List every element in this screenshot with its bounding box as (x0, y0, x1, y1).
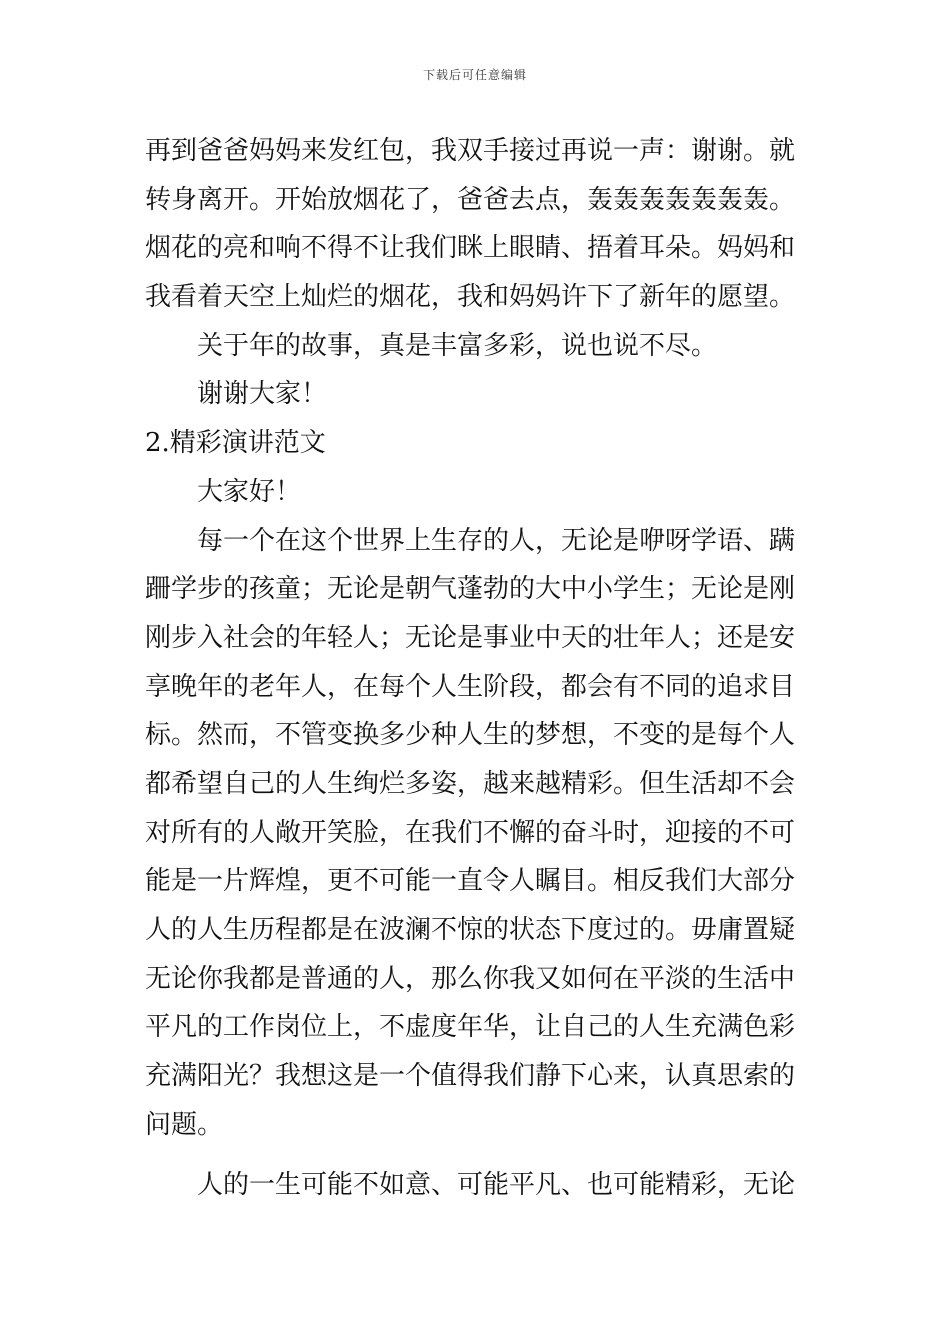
text-line: 烟花的亮和响不得不让我们眯上眼睛、捂着耳朵。妈妈和 (145, 233, 796, 264)
text-line: 无论你我都是普通的人，那么你我又如何在平淡的生活中 (145, 963, 796, 994)
text-line: 转身离开。开始放烟花了，爸爸去点，轰轰轰轰轰轰轰。 (145, 184, 796, 215)
text-line: 都希望自己的人生绚烂多姿，越来越精彩。但生活却不会 (145, 768, 796, 799)
text-line: 2.精彩演讲范文 (145, 428, 326, 459)
text-line: 平凡的工作岗位上，不虚度年华，让自己的人生充满色彩 (145, 1012, 796, 1043)
text-line: 再到爸爸妈妈来发红包，我双手接过再说一声：谢谢。就 (145, 136, 796, 166)
text-line: 谢谢大家！ (197, 379, 328, 410)
text-line: 人的人生历程都是在波澜不惊的状态下度过的。毋庸置疑 (145, 915, 796, 945)
text-line: 关于年的故事，真是丰富多彩，说也说不尽。 (197, 330, 718, 361)
page-header: 下载后可任意编辑 (422, 68, 527, 82)
text-line: 标。然而，不管变换多少种人生的梦想，不变的是每个人 (145, 720, 796, 751)
body-text (145, 127, 810, 1210)
text-line: 跚学步的孩童；无论是朝气蓬勃的大中小学生；无论是刚 (145, 574, 796, 605)
text-line: 刚步入社会的年轻人；无论是事业中天的壮年人；还是安 (145, 622, 796, 653)
text-line: 对所有的人敞开笑脸，在我们不懈的奋斗时，迎接的不可 (145, 817, 796, 848)
text-line: 享晚年的老年人，在每个人生阶段，都会有不同的追求目 (145, 671, 796, 702)
text-line: 每一个在这个世界上生存的人，无论是咿呀学语、蹒 (197, 525, 796, 556)
text-line: 问题。 (145, 1109, 224, 1140)
text-line: 充满阳光？我想这是一个值得我们静下心来，认真思索的 (145, 1061, 796, 1092)
text-line: 人的一生可能不如意、可能平凡、也可能精彩，无论 (197, 1170, 796, 1201)
text-line: 我看着天空上灿烂的烟花，我和妈妈许下了新年的愿望。 (145, 282, 796, 313)
text-line: 能是一片辉煌，更不可能一直令人瞩目。相反我们大部分 (145, 866, 796, 897)
text-line: 大家好！ (197, 476, 302, 507)
